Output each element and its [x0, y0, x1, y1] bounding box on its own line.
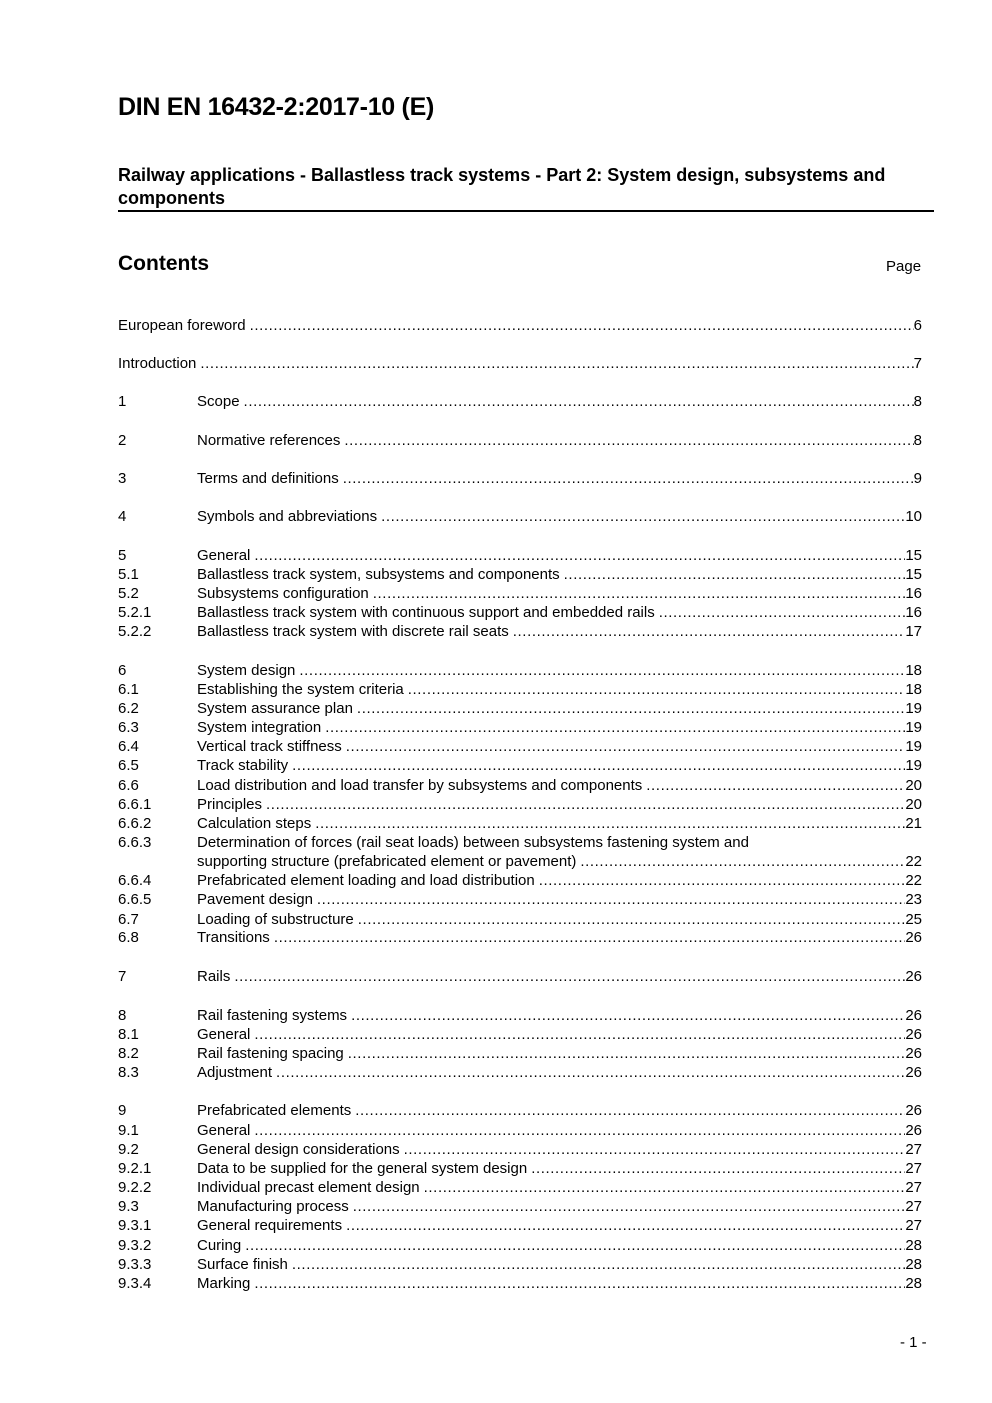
toc-entry[interactable] — [118, 928, 922, 947]
toc-entry[interactable] — [118, 1255, 922, 1274]
toc-entry-number: 8.1 — [118, 1026, 139, 1043]
toc-entry-label: General design considerations — [197, 1141, 400, 1158]
toc-entry[interactable] — [118, 1121, 922, 1140]
document-title: DIN EN 16432-2:2017-10 (E) — [118, 93, 434, 121]
toc-entry-label: Surface finish — [197, 1256, 288, 1273]
toc-entry-page: 15 — [905, 566, 922, 583]
toc-entry[interactable] — [118, 622, 922, 641]
toc-leader-dots — [358, 910, 906, 929]
toc-entry-number: 9 — [118, 1102, 127, 1119]
toc-entry-number: 9.3.3 — [118, 1256, 152, 1273]
toc-entry-page: 20 — [905, 777, 922, 794]
toc-entry-label: Track stability — [197, 757, 289, 774]
toc-entry[interactable] — [118, 871, 922, 890]
toc-entry-number: 6.6.5 — [118, 891, 152, 908]
toc-entry-label: Rail fastening spacing — [197, 1045, 344, 1062]
toc-entry-page: 27 — [905, 1198, 922, 1215]
toc-entry-page: 6 — [913, 317, 922, 334]
toc-entry-label: Subsystems configuration — [197, 585, 369, 602]
toc-entry-label: General requirements — [197, 1217, 343, 1234]
toc-leader-dots — [245, 1236, 905, 1255]
toc-entry-page: 27 — [905, 1217, 922, 1234]
toc-entry-number: 6.4 — [118, 738, 139, 755]
toc-entry-number: 8.3 — [118, 1064, 139, 1081]
toc-entry-page: 19 — [905, 738, 922, 755]
toc-entry[interactable] — [118, 507, 922, 526]
toc-entry[interactable] — [118, 680, 922, 699]
toc-entry[interactable] — [118, 699, 922, 718]
toc-leader-dots — [351, 1006, 905, 1025]
toc-entry-page: 9 — [913, 470, 922, 487]
toc-leader-dots — [325, 718, 905, 737]
toc-entry[interactable] — [118, 565, 922, 584]
toc-entry-label: Principles — [197, 796, 263, 813]
toc-entry-page: 19 — [905, 719, 922, 736]
toc-leader-dots — [315, 814, 905, 833]
toc-leader-dots — [254, 1121, 905, 1140]
toc-entry-number: 9.3.2 — [118, 1237, 152, 1254]
toc-entry-page: 19 — [905, 700, 922, 717]
toc-entry[interactable] — [118, 1140, 922, 1159]
toc-entry-label: Normative references — [197, 432, 341, 449]
toc-entry-number: 9.2.2 — [118, 1179, 152, 1196]
toc-entry[interactable] — [118, 431, 922, 450]
toc-entry-number: 9.3.1 — [118, 1217, 152, 1234]
toc-entry[interactable] — [118, 1044, 922, 1063]
toc-entry-number: 6.6.2 — [118, 815, 152, 832]
toc-leader-dots — [646, 776, 905, 795]
toc-entry-page: 26 — [905, 1007, 922, 1024]
toc-entry-label: Pavement design — [197, 891, 313, 908]
toc-entry-page: 26 — [905, 1045, 922, 1062]
toc-entry[interactable] — [118, 1236, 922, 1255]
toc-entry-number: 5.2.1 — [118, 604, 152, 621]
toc-entry-label: Scope — [197, 393, 240, 410]
toc-entry-page: 28 — [905, 1237, 922, 1254]
toc-leader-dots — [539, 871, 906, 890]
toc-entry-page: 15 — [905, 547, 922, 564]
toc-entry-page: 22 — [905, 872, 922, 889]
toc-entry-number: 7 — [118, 968, 127, 985]
toc-entry-page: 17 — [905, 623, 922, 640]
toc-leader-dots — [292, 756, 905, 775]
toc-entry-label: Vertical track stiffness — [197, 738, 342, 755]
toc-entry-label: Prefabricated element loading and load distribution — [197, 872, 535, 889]
toc-entry[interactable] — [118, 756, 922, 775]
toc-entry[interactable] — [118, 603, 922, 622]
toc-entry-label: Ballastless track system, subsystems and components — [197, 566, 560, 583]
toc-entry-number: 4 — [118, 508, 127, 525]
toc-leader-dots — [317, 890, 905, 909]
toc-leader-dots — [348, 1044, 906, 1063]
toc-entry-page: 26 — [905, 1026, 922, 1043]
toc-entry-label: Data to be supplied for the general system design — [197, 1160, 528, 1177]
toc-entry-number: 6.7 — [118, 911, 139, 928]
toc-entry-number: 6.3 — [118, 719, 139, 736]
toc-entry-number: 9.2.1 — [118, 1160, 152, 1177]
toc-entry-page: 8 — [913, 432, 922, 449]
toc-entry-label: European foreword — [118, 317, 246, 334]
toc-entry[interactable] — [118, 392, 922, 411]
toc-entry-page: 28 — [905, 1275, 922, 1292]
toc-entry[interactable] — [118, 661, 922, 680]
toc-entry[interactable] — [118, 1197, 922, 1216]
toc-entry-label: System assurance plan — [197, 700, 353, 717]
toc-entry-number: 9.3.4 — [118, 1275, 152, 1292]
toc-leader-dots — [564, 565, 906, 584]
toc-entry[interactable] — [118, 967, 922, 986]
toc-entry-label: General — [197, 1026, 251, 1043]
toc-entry-number: 5 — [118, 547, 127, 564]
toc-entry[interactable] — [118, 814, 922, 833]
toc-entry-page: 28 — [905, 1256, 922, 1273]
toc-entry-number: 2 — [118, 432, 127, 449]
toc-entry-page: 19 — [905, 757, 922, 774]
toc-entry[interactable] — [118, 737, 922, 756]
toc-entry-number: 6.5 — [118, 757, 139, 774]
toc-entry-page: 26 — [905, 1122, 922, 1139]
toc-entry-page: 26 — [905, 1102, 922, 1119]
toc-leader-dots — [254, 546, 905, 565]
toc-entry-page: 8 — [913, 393, 922, 410]
toc-leader-dots — [244, 392, 914, 411]
toc-leader-dots — [344, 431, 913, 450]
toc-entry-label: Determination of forces (rail seat loads) between subsystems fastening system and — [197, 834, 749, 851]
toc-leader-dots — [250, 316, 914, 335]
toc-entry-page: 16 — [905, 585, 922, 602]
toc-entry-label: Manufacturing process — [197, 1198, 349, 1215]
toc-leader-dots — [404, 1140, 906, 1159]
toc-entry[interactable] — [118, 1178, 922, 1197]
toc-entry-label: Load distribution and load transfer by subsystems and components — [197, 777, 643, 794]
toc-leader-dots — [346, 737, 906, 756]
toc-entry-number: 5.1 — [118, 566, 139, 583]
toc-entry-number: 6.6.3 — [118, 834, 152, 851]
toc-entry[interactable] — [118, 546, 922, 565]
page-column-heading: Page — [886, 258, 922, 275]
toc-entry-label: Rail fastening systems — [197, 1007, 348, 1024]
toc-entry-number: 6.2 — [118, 700, 139, 717]
toc-leader-dots — [234, 967, 905, 986]
toc-entry-page: 18 — [905, 681, 922, 698]
toc-entry-page: 18 — [905, 662, 922, 679]
toc-entry-page: 25 — [905, 911, 922, 928]
toc-entry-number: 6.6.1 — [118, 796, 152, 813]
toc-entry-number: 6.1 — [118, 681, 139, 698]
toc-leader-dots — [292, 1255, 905, 1274]
contents-heading: Contents — [118, 252, 209, 275]
toc-entry-label: Introduction — [118, 355, 197, 372]
toc-leader-dots — [274, 928, 906, 947]
toc-entry[interactable] — [118, 718, 922, 737]
toc-entry-label: Ballastless track system with discrete rail seats — [197, 623, 509, 640]
toc-entry[interactable] — [118, 1159, 922, 1178]
toc-entry-label-continued: supporting structure (prefabricated element or pavement) — [197, 853, 577, 870]
toc-entry-number: 6.8 — [118, 929, 139, 946]
toc-entry-label: Loading of substructure — [197, 911, 354, 928]
toc-entry[interactable] — [118, 1101, 922, 1120]
toc-entry[interactable] — [118, 1025, 922, 1044]
toc-entry-number: 9.1 — [118, 1122, 139, 1139]
toc-entry[interactable] — [118, 354, 922, 373]
toc-leader-dots — [659, 603, 906, 622]
toc-leader-dots — [343, 469, 914, 488]
toc-entry-number: 9.2 — [118, 1141, 139, 1158]
toc-entry[interactable] — [118, 1006, 922, 1025]
toc-leader-dots — [408, 680, 906, 699]
toc-leader-dots — [357, 699, 905, 718]
toc-entry-page: 26 — [905, 1064, 922, 1081]
toc-entry-label: Symbols and abbreviations — [197, 508, 378, 525]
toc-entry-label: Curing — [197, 1237, 242, 1254]
toc-entry-page: 20 — [905, 796, 922, 813]
toc-entry-label: Prefabricated elements — [197, 1102, 352, 1119]
toc-entry[interactable] — [118, 833, 922, 871]
toc-entry[interactable] — [118, 1216, 922, 1235]
toc-entry-page: 10 — [905, 508, 922, 525]
toc-entry[interactable] — [118, 316, 922, 335]
toc-entry[interactable] — [118, 1063, 922, 1082]
toc-leader-dots — [531, 1159, 905, 1178]
toc-entry[interactable] — [118, 776, 922, 795]
toc-entry-label: Adjustment — [197, 1064, 273, 1081]
toc-leader-dots — [381, 507, 905, 526]
toc-entry[interactable] — [118, 584, 922, 603]
toc-entry-label: Terms and definitions — [197, 470, 339, 487]
toc-leader-dots — [355, 1101, 905, 1120]
toc-entry-number: 8 — [118, 1007, 127, 1024]
toc-entry[interactable] — [118, 890, 922, 909]
toc-entry-label: Ballastless track system with continuous support and embedded rails — [197, 604, 655, 621]
toc-entry-number: 6 — [118, 662, 127, 679]
toc-leader-dots — [580, 852, 905, 871]
toc-leader-dots — [373, 584, 906, 603]
toc-entry[interactable] — [118, 795, 922, 814]
toc-entry-number: 9.3 — [118, 1198, 139, 1215]
toc-entry-number: 1 — [118, 393, 127, 410]
toc-entry-page: 26 — [905, 968, 922, 985]
toc-entry-label: General — [197, 547, 251, 564]
toc-entry-page: 7 — [913, 355, 922, 372]
toc-entry-page: 16 — [905, 604, 922, 621]
toc-entry-page: 22 — [905, 853, 922, 870]
toc-entry-number: 3 — [118, 470, 127, 487]
toc-entry-page: 26 — [905, 929, 922, 946]
toc-leader-dots — [346, 1216, 905, 1235]
toc-entry[interactable] — [118, 910, 922, 929]
toc-leader-dots — [353, 1197, 906, 1216]
toc-entry-label: Individual precast element design — [197, 1179, 420, 1196]
toc-leader-dots — [513, 622, 906, 641]
toc-entry-label: Calculation steps — [197, 815, 312, 832]
toc-entry-number: 8.2 — [118, 1045, 139, 1062]
toc-entry-label: System integration — [197, 719, 322, 736]
toc-entry[interactable] — [118, 469, 922, 488]
toc-leader-dots — [254, 1274, 905, 1293]
toc-leader-dots — [266, 795, 905, 814]
toc-entry-page: 23 — [905, 891, 922, 908]
toc-leader-dots — [254, 1025, 905, 1044]
toc-entry-number: 5.2 — [118, 585, 139, 602]
toc-entry-label: Rails — [197, 968, 231, 985]
page-number: - 1 - — [900, 1334, 927, 1351]
toc-entry-label: Establishing the system criteria — [197, 681, 404, 698]
toc-leader-dots — [299, 661, 905, 680]
title-rule — [118, 210, 934, 212]
toc-leader-dots — [200, 354, 913, 373]
toc-entry-label: System design — [197, 662, 296, 679]
toc-entry-page: 21 — [905, 815, 922, 832]
toc-entry-number: 6.6.4 — [118, 872, 152, 889]
toc-leader-dots — [424, 1178, 906, 1197]
toc-entry-label: General — [197, 1122, 251, 1139]
toc-entry-page: 27 — [905, 1141, 922, 1158]
toc-leader-dots — [276, 1063, 905, 1082]
toc-entry-page: 27 — [905, 1160, 922, 1177]
toc-entry-label: Marking — [197, 1275, 251, 1292]
toc-entry-number: 5.2.2 — [118, 623, 152, 640]
toc-entry-number: 6.6 — [118, 777, 139, 794]
document-subtitle: Railway applications - Ballastless track systems - Part 2: System design, subsystems and components — [118, 165, 886, 208]
toc-entry-label: Transitions — [197, 929, 270, 946]
toc-entry[interactable] — [118, 1274, 922, 1293]
toc-entry-page: 27 — [905, 1179, 922, 1196]
